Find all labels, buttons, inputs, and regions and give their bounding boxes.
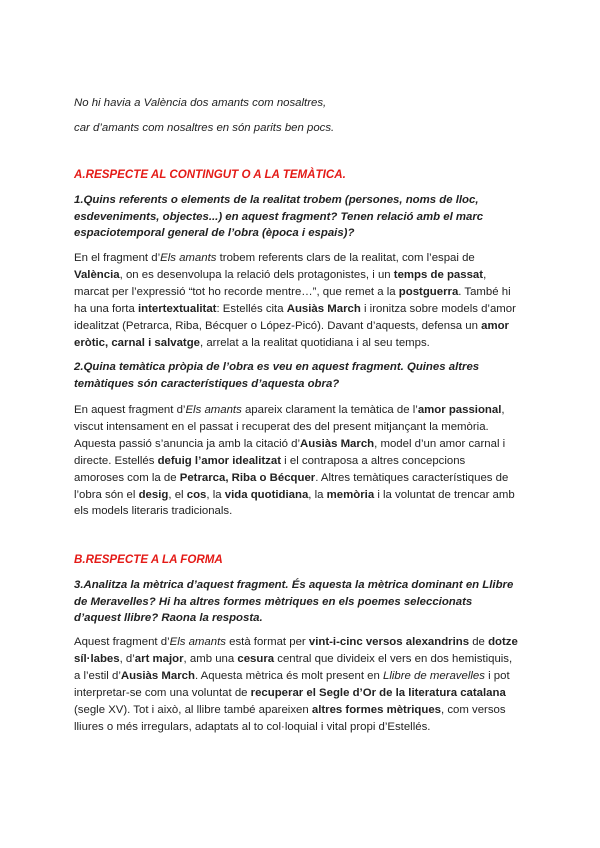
answer-2: En aquest fragment d’Els amants apareix clarament la temàtica de l’amor passional, viscut intensament en el passat i recuperat des del present mitjançant la memòria. Aquesta passió s’anuncia ja amb la citació d’Ausiàs March, model d’un amor carnal i directe. Estellés defuig l’amor idealitzat i el contraposa a altres concepcions amoroses com la de Petrarca, Riba o Bécquer. Altres temàtiques característiques de l’obra són el desig, el cos, la vida quotidiana, la memòria i la voluntat de trencar amb els models literaris tradicionals. [74, 404, 515, 518]
question-1: 1.Quins referents o elements de la realitat trobem (persones, noms de lloc, esdeveniments, objectes...) en aquest fragment? Tenen relació amb el marc espaciotemporal general de l’obra (època i espais)? [74, 194, 484, 239]
verse-1: No hi havia a València dos amants com nosaltres, [74, 97, 327, 109]
section-a-heading: A.RESPECTE AL CONTINGUT O A LA TEMÀTICA. [74, 168, 346, 181]
answer-1: En el fragment d’Els amants trobem referents clars de la realitat, com l’espai de València, on es desenvolupa la relació dels protagonistes, i un temps de passat, marcat per l’expressió “tot ho recorde mentre…”, que remet a la postguerra. També hi ha una forta intertextualitat: Estellés cita Ausiàs March i ironitza sobre models d’amor idealitzat (Petrarca, Riba, Bécquer o López-Picó). Davant d’aquests, defensa un amor eròtic, carnal i salvatge, arrelat a la realitat quotidiana i al seu temps. [74, 252, 516, 349]
section-b-heading: B.RESPECTE A LA FORMA [74, 553, 223, 566]
verse-2: car d’amants com nosaltres en són parits ben pocs. [74, 122, 335, 134]
question-3: 3.Analitza la mètrica d’aquest fragment. És aquesta la mètrica dominant en Llibre de Meravelles? Hi ha altres formes mètriques en els poemes seleccionats d’aquest llibre? Raona la resposta. [74, 579, 514, 624]
question-2: 2.Quina temàtica pròpia de l’obra es veu en aquest fragment. Quines altres temàtiques són característiques d’aquesta obra? [74, 361, 480, 390]
answer-3: Aquest fragment d’Els amants està format per vint-i-cinc versos alexandrins de dotze síl·labes, d’art major, amb una cesura central que divideix el vers en dos hemistiquis, a l’estil d’Ausiàs March. Aquesta mètrica és molt present en Llibre de meravelles i pot interpretar-se com una voluntat de recuperar el Segle d’Or de la literatura catalana (segle XV). Tot i això, al llibre també apareixen altres formes mètriques, com versos lliures o més irregulars, adaptats al to col·loquial i vital propi d’Estellés. [74, 636, 518, 733]
